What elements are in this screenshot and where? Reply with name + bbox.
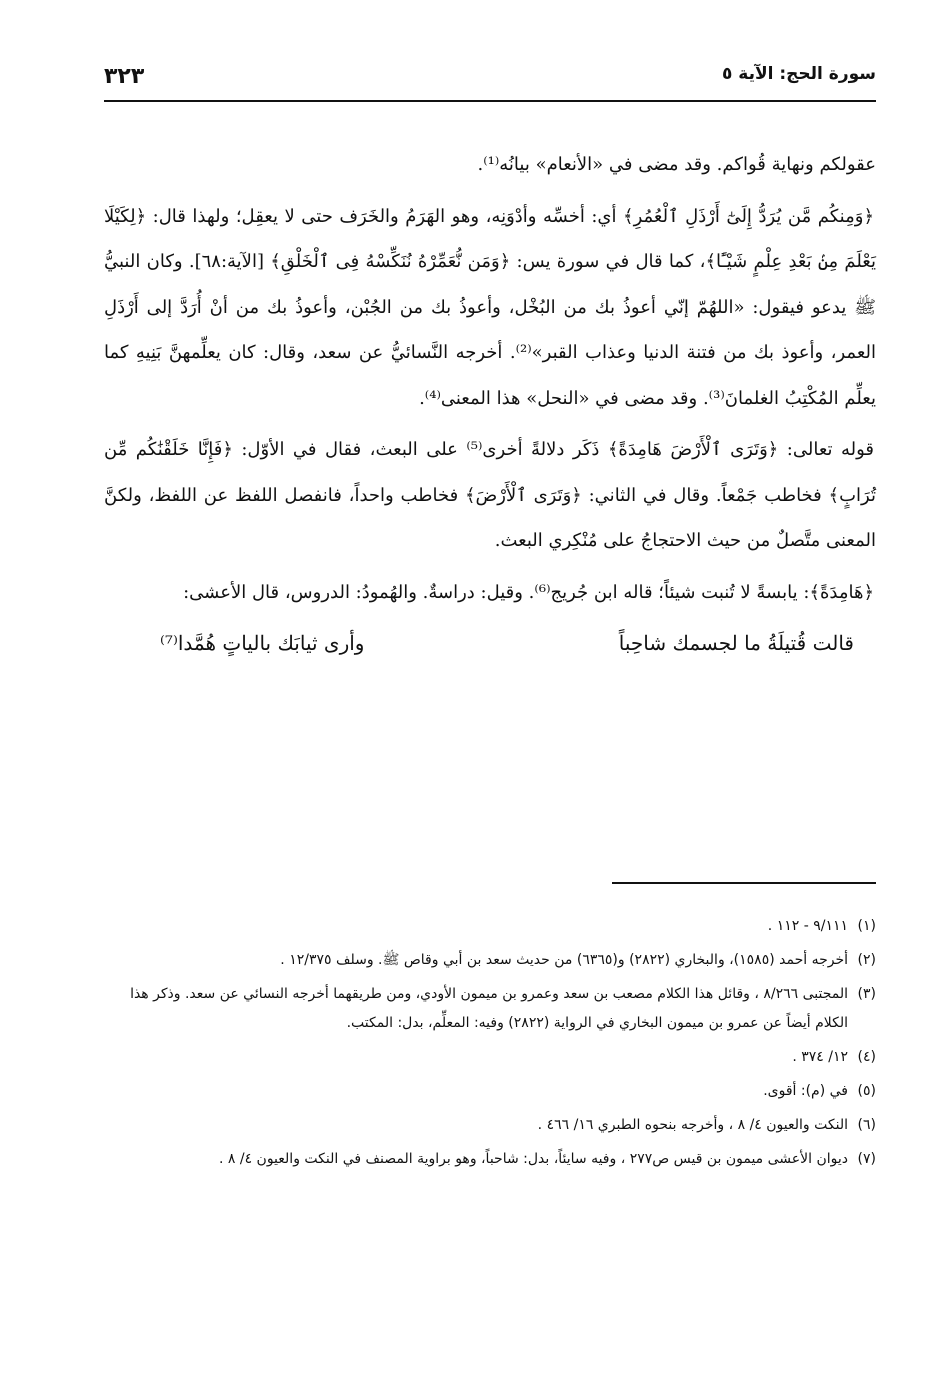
footnote-7 xyxy=(104,1145,876,1174)
footnote-text: ١٢/ ٣٧٤ . xyxy=(792,1049,848,1065)
running-title: سورة الحج: الآية ٥ xyxy=(721,64,876,84)
footnote-4 xyxy=(104,1043,876,1072)
footnote-text: في (م): أقوى. xyxy=(763,1083,848,1099)
footnote-number: (٦) xyxy=(857,1117,876,1133)
footnote-text: ٩/١١١ - ١١٢ . xyxy=(767,918,848,934)
main-text xyxy=(104,142,876,667)
page-header xyxy=(104,64,876,102)
footnote-number: (٥) xyxy=(857,1083,876,1099)
paragraph-1: عقولكم ونهاية قُواكم. وقد مضى في «الأنعام» بيانُه⁽¹⁾. xyxy=(477,154,876,175)
footnote-number: (١) xyxy=(857,918,876,934)
footnote-separator xyxy=(612,882,876,884)
footnote-text: ديوان الأعشى ميمون بن قيس ص٢٧٧ ، وفيه سايئاً، بدل: شاحباً، وهو براوية المصنف في النكت والعيون ٤/ ٨ . xyxy=(218,1151,848,1167)
footnote-5 xyxy=(104,1077,876,1106)
page-number: ٣٢٣ xyxy=(104,64,145,89)
footnotes xyxy=(104,912,876,1179)
footnote-6 xyxy=(104,1111,876,1140)
footnote-number: (٧) xyxy=(857,1151,876,1167)
footnote-1 xyxy=(104,912,876,941)
footnote-3 xyxy=(104,980,876,1038)
poetry-verse xyxy=(104,621,876,667)
footnote-text: أخرجه أحمد (١٥٨٥)، والبخاري (٢٨٢٢) و(٦٣٦٥) من حديث سعد بن أبي وقاص ﷺ. وسلف ١٢/٣٧٥ . xyxy=(280,952,848,968)
footnote-2 xyxy=(104,946,876,975)
footnote-text: المجتبى ٨/٢٦٦ ، وقائل هذا الكلام مصعب بن سعد وعمرو بن ميمون الأودي، ومن طريقهما أخرجه النسائي عن سعد. وذكر هذا الكلام أيضاً عن عمرو بن ميمون البخاري في الرواية (٢٨٢٢) وفيه: المعلِّم، بدل: المكتب. xyxy=(130,986,848,1031)
footnote-number: (٣) xyxy=(857,986,876,1002)
paragraph-2: ﴿وَمِنكُم مَّن يُرَدُّ إِلَىٰٓ أَرْذَلِ ٱلْعُمُرِ﴾ أي: أخسِّه وأدْوَنِه، وهو الهَرَمُ والخَرَف حتى لا يعقِل؛ ولهذا قال: ﴿لِكَيْلَا يَعْلَمَ مِنۢ بَعْدِ عِلْمٍ شَيْـًٔا﴾، كما قال في سورة يس: ﴿وَمَن نُّعَمِّرْهُ نُنَكِّسْهُ فِى ٱلْخَلْقِ﴾ [الآية:٦٨]. وكان النبيُّ ﷺ يدعو فيقول: «اللهُمّ إنّي أعوذُ بك من البُخْل، وأعوذُ بك من الجُبْن، وأعوذُ بك من أنْ أُرَدَّ إلى أَرْذَلِ العمر، وأعوذ بك من فتنة الدنيا وعذاب القبر»⁽²⁾. أخرجه النَّسائيُّ عن سعد، وقال: كان يعلِّمهنَّ بَنِيهِ كما يعلِّم المُكْتِبُ الغلمانَ⁽³⁾. وقد مضى في «النحل» هذا المعنى⁽⁴⁾. xyxy=(104,205,876,409)
verse-first-hemistich: قالت قُتيلَةُ ما لجسمك شاحِباً xyxy=(618,631,854,655)
footnote-number: (٤) xyxy=(857,1049,876,1065)
footnote-number: (٢) xyxy=(857,952,876,968)
verse-second-hemistich: وأرى ثيابَك بالياتٍ هُمَّدا⁽⁷⁾ xyxy=(160,631,365,655)
paragraph-3: قوله تعالى: ﴿وَتَرَى ٱلْأَرْضَ هَامِدَةً﴾ ذَكَر دلالةً أخرى⁽⁵⁾ على البعث، فقال في الأوّل: ﴿فَإِنَّا خَلَقْنَٰكُم مِّن تُرَابٍ﴾ فخاطب جَمْعاً. وقال في الثاني: ﴿وَتَرَى ٱلْأَرْضَ﴾ فخاطب واحداً، فانفصل اللفظ عن اللفظ، ولكنَّ المعنى متَّصلٌ من حيث الاحتجاجُ على مُنْكِري البعث. xyxy=(104,439,876,551)
footnote-text: النكت والعيون ٤/ ٨ ، وأخرجه بنحوه الطبري ١٦/ ٤٦٦ . xyxy=(537,1117,848,1133)
paragraph-4: ﴿هَامِدَةً﴾: يابسةً لا تُنبت شيئاً؛ قاله ابن جُريج⁽⁶⁾. وقيل: دراسةٌ. والهُمودُ: الدروس، قال الأعشى: xyxy=(183,581,874,603)
